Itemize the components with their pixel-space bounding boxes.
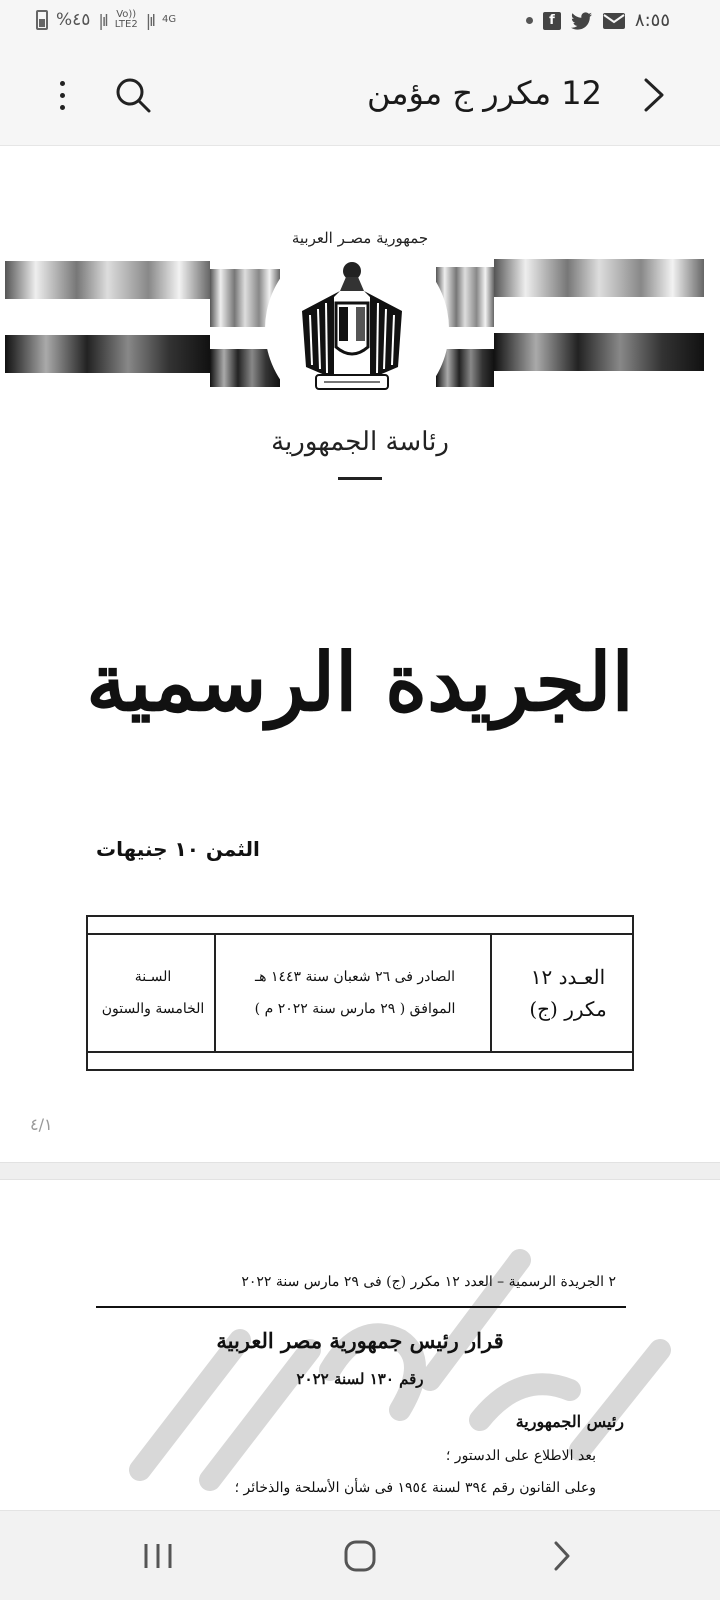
recents-icon[interactable] bbox=[128, 1531, 188, 1581]
clock: ٨:٥٥ bbox=[634, 10, 670, 31]
body-line-1: بعد الاطلاع على الدستور ؛ bbox=[445, 1448, 596, 1464]
page-indicator: ٤/١ bbox=[30, 1115, 53, 1134]
presidency-label: رئاسة الجمهورية bbox=[271, 427, 449, 457]
issue-info-box bbox=[86, 915, 634, 1071]
back-icon[interactable] bbox=[532, 1531, 592, 1581]
facebook-icon: f bbox=[543, 12, 561, 30]
app-header bbox=[0, 44, 720, 146]
info-box-body bbox=[86, 935, 634, 1051]
status-bar bbox=[0, 0, 720, 44]
more-options-button[interactable] bbox=[44, 72, 80, 118]
year-label: السـنة bbox=[134, 969, 172, 985]
info-box-bottom-strip bbox=[86, 1051, 634, 1071]
status-left bbox=[36, 10, 176, 30]
chevron-right-icon[interactable] bbox=[638, 74, 668, 116]
gazette-title: الجريدة الرسمية bbox=[86, 635, 634, 729]
body-line-2: وعلى القانون رقم ٣٩٤ لسنة ١٩٥٤ فى شأن الأسلحة والذخائر ؛ bbox=[234, 1480, 596, 1496]
running-head: ٢ الجريدة الرسمية – العدد ١٢ مكرر (ج) فى ٢٩ مارس سنة ٢٠٢٢ bbox=[241, 1274, 616, 1290]
page-separator bbox=[0, 1162, 720, 1180]
document-page-1[interactable] bbox=[0, 147, 720, 1162]
document-page-2[interactable] bbox=[0, 1180, 720, 1510]
year-value: الخامسة والستون bbox=[101, 1001, 205, 1017]
hijri-date: الصادر فى ٢٦ شعبان سنة ١٤٤٣ هـ bbox=[255, 969, 455, 985]
search-icon[interactable] bbox=[112, 74, 154, 116]
header-rule bbox=[96, 1306, 626, 1308]
more-vert-icon bbox=[60, 81, 65, 86]
more-vert-dot bbox=[60, 105, 65, 110]
issue-date-cell bbox=[218, 935, 492, 1051]
decree-number: رقم ١٣٠ لسنة ٢٠٢٢ bbox=[296, 1370, 424, 1388]
year-cell bbox=[88, 935, 218, 1051]
status-right bbox=[526, 10, 670, 31]
more-vert-dot bbox=[60, 93, 65, 98]
notification-dot-icon bbox=[526, 17, 533, 24]
flag-banner-emblem bbox=[0, 247, 720, 417]
gregorian-date: الموافق ( ٢٩ مارس سنة ٢٠٢٢ م ) bbox=[254, 1001, 456, 1017]
info-box-top-strip bbox=[86, 915, 634, 935]
twitter-icon bbox=[571, 12, 593, 30]
signal-icon: |ıl bbox=[98, 10, 107, 30]
home-icon[interactable] bbox=[330, 1531, 390, 1581]
presidency-underline bbox=[338, 477, 382, 480]
issue-number: العـدد ١٢ bbox=[530, 965, 606, 989]
volte-label: Vo)) LTE2 bbox=[114, 9, 138, 30]
signal-icon-2: |ıl bbox=[145, 10, 154, 30]
republic-name: جمهورية مصـر العربية bbox=[291, 229, 429, 247]
document-title: 12 مكرر ج مؤمن bbox=[367, 74, 602, 112]
decree-title: قرار رئيس جمهورية مصر العربية bbox=[216, 1328, 504, 1353]
system-nav-bar bbox=[0, 1510, 720, 1600]
issue-number-cell bbox=[504, 935, 632, 1051]
president-label: رئيس الجمهورية bbox=[515, 1412, 624, 1431]
network-type: 4G bbox=[161, 14, 177, 25]
battery-icon bbox=[36, 10, 48, 30]
issue-suffix: مكرر (ج) bbox=[529, 997, 607, 1021]
battery-level: %٤٥ bbox=[56, 10, 91, 30]
price-label: الثمن ١٠ جنيهات bbox=[96, 837, 260, 861]
mail-icon bbox=[603, 13, 625, 29]
watermark-logo bbox=[100, 1220, 720, 1510]
